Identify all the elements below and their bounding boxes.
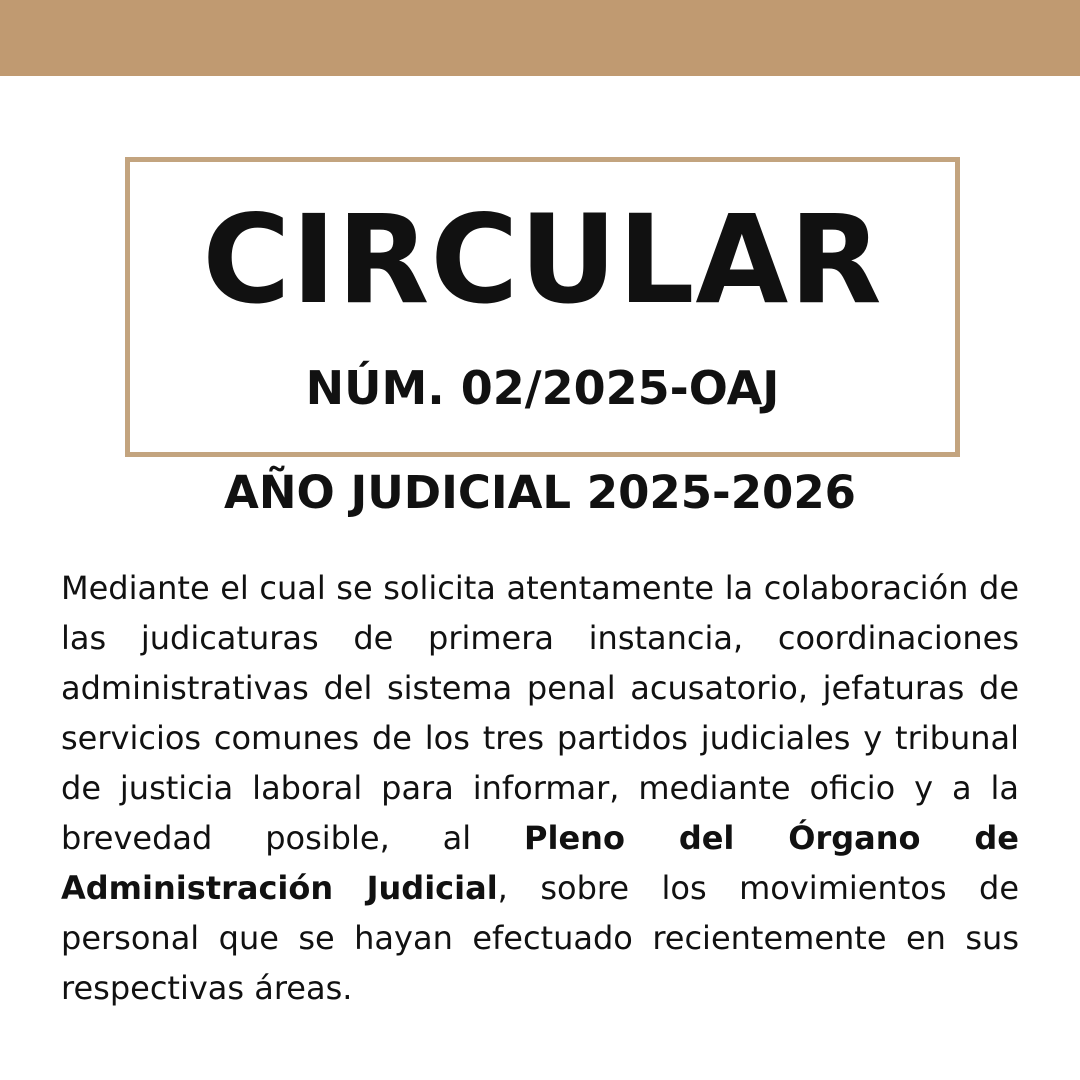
circular-title: CIRCULAR [202,189,883,332]
body-text-closing: , sobre los movimientos de personal que se hayan efectuado recientemente en sus respectivas áreas. [61,869,1020,1007]
top-decorative-band [0,0,1080,76]
body-text-emphasis: Pleno del Órgano de Administración Judicial [61,819,1019,907]
judicial-year-heading: AÑO JUDICIAL 2025-2026 [224,466,856,519]
circular-title-box [125,157,960,457]
circular-body-text [61,563,1019,1013]
circular-number: NÚM. 02/2025-OAJ [305,361,780,415]
body-text-intro: Mediante el cual se solicita atentamente la colaboración de las judicaturas de primera instancia, coordinaciones administrativas del sistema penal acusatorio, jefaturas de servicios comunes de los tres partidos judiciales y tribunal de justicia laboral para informar, mediante oficio y a la brevedad posible, al [61,569,1019,857]
